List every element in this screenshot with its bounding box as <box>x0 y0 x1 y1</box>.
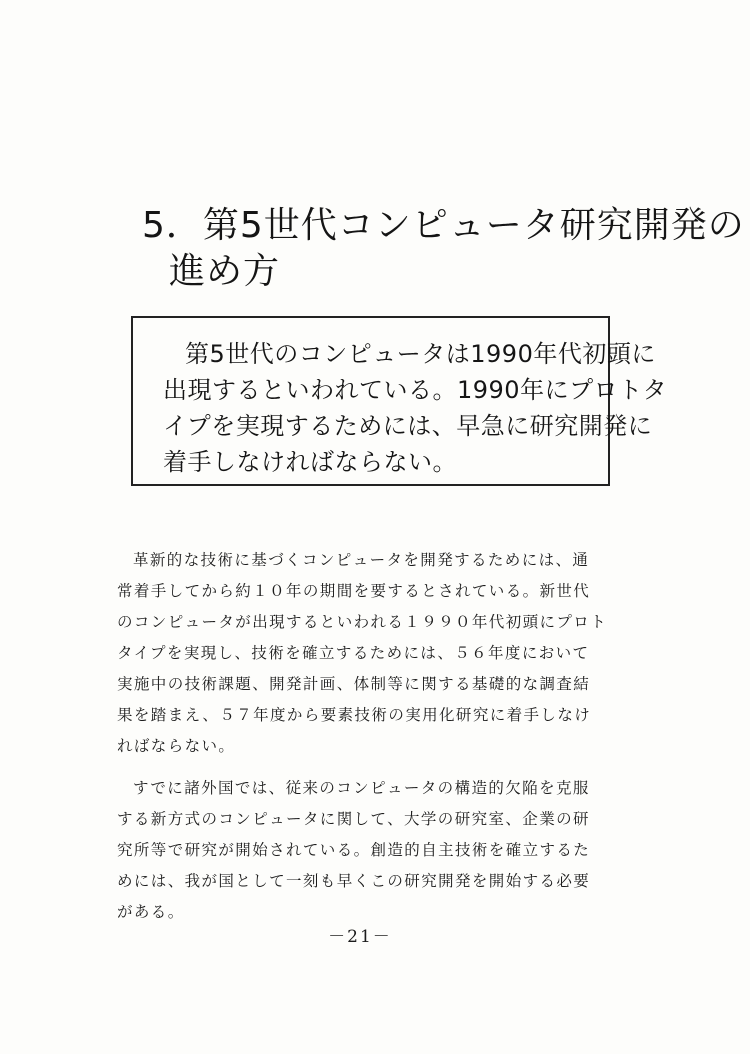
body-line: 常着手してから約１０年の期間を要するとされている。新世代 <box>117 582 591 600</box>
body-line: 果を踏まえ、５７年度から要素技術の実用化研究に着手しなけ <box>117 706 592 724</box>
page-number: －21－ <box>328 927 392 947</box>
body-line: 究所等で研究が開始されている。創造的自主技術を確立するた <box>117 841 591 859</box>
body-line: めには、我が国として一刻も早くこの研究開発を開始する必要 <box>117 872 591 890</box>
summary-line: 着手しなければならない。 <box>163 448 457 476</box>
body-line: がある。 <box>117 903 185 921</box>
summary-line: 第5世代のコンピュータは1990年代初頭に <box>185 340 656 368</box>
paragraph-1 <box>117 545 607 762</box>
body-line: 革新的な技術に基づくコンピュータを開発するためには、通 <box>133 551 590 569</box>
body-line: のコンピュータが出現するといわれる１９９０年代初頭にプロト <box>117 613 608 631</box>
body-line: ればならない。 <box>117 737 236 755</box>
summary-line: 出現するといわれている。1990年にプロトタ <box>163 376 668 404</box>
section-title <box>142 203 745 295</box>
summary-box <box>131 316 668 486</box>
body-line: 実施中の技術課題、開発計画、体制等に関する基礎的な調査結 <box>117 675 591 693</box>
body-text <box>117 545 607 928</box>
summary-line: イプを実現するためには、早急に研究開発に <box>163 412 653 440</box>
section-title-line-1: 5．第5世代コンピュータ研究開発の <box>142 205 745 246</box>
body-line: タイプを実現し、技術を確立するためには、５６年度において <box>117 644 590 662</box>
section-title-line-2: 進め方 <box>169 251 281 292</box>
body-line: する新方式のコンピュータに関して、大学の研究室、企業の研 <box>117 810 590 828</box>
body-line: すでに諸外国では、従来のコンピュータの構造的欠陥を克服 <box>133 779 590 797</box>
paragraph-2 <box>117 773 607 928</box>
